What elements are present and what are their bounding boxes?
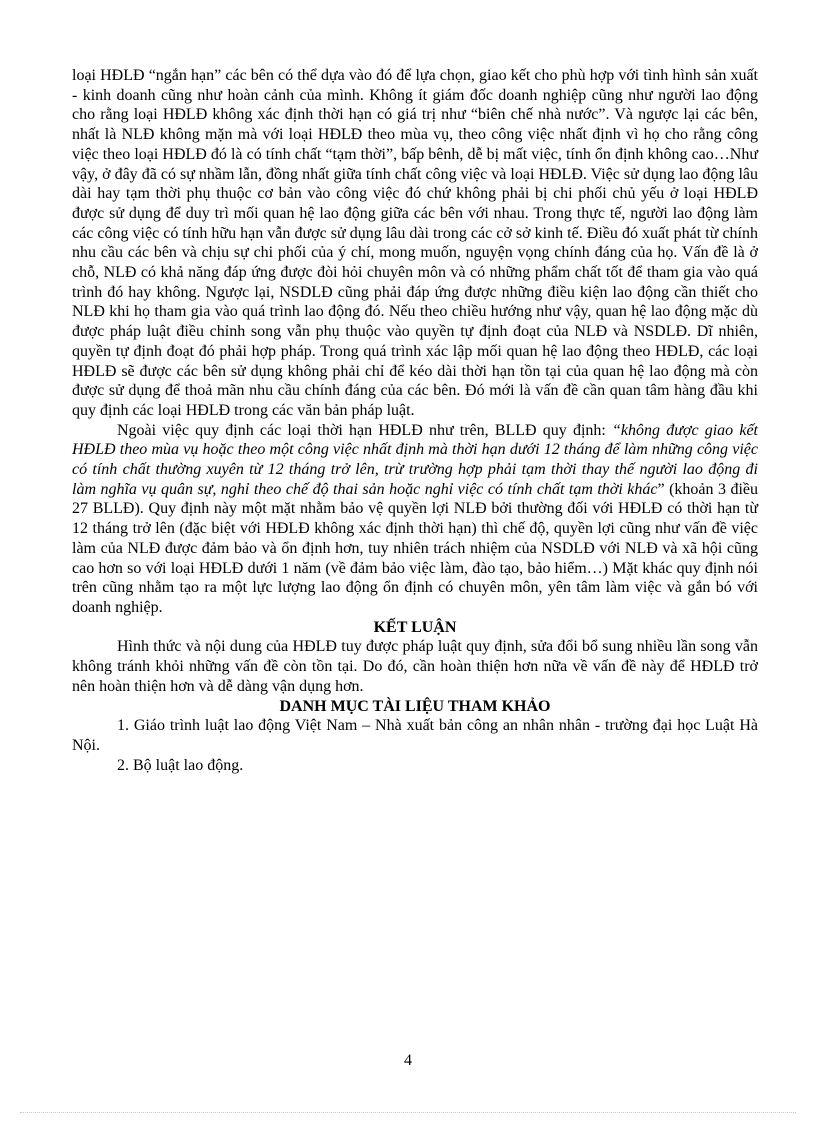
document-page: [72, 66, 758, 775]
paragraph-tail: ” (khoản 3 điều 27 BLLĐ). Quy định này một mặt nhằm bảo vệ quyền lợi NLĐ bởi thường đối với HĐLĐ có thời hạn từ 12 tháng trở lên (đặc biệt với HĐLĐ không xác định thời hạn) thì chế độ, quyền lợi cũng như vấn đề việc làm của NLĐ được đảm bảo và ổn định hơn, tuy nhiên trách nhiệm của NSDLĐ với NLĐ và xã hội cũng cao hơn so với loại HĐLĐ dưới 1 năm (về đảm bảo việc làm, đào tạo, bảo hiểm…) Mặt khác quy định nói trên cũng nhằm tạo ra một lực lượng lao động ổn định có chuyên môn, yên tâm làm việc và gắn bó với doanh nghiệp.: [72, 480, 759, 616]
paragraph-lead: Ngoài việc quy định các loại thời hạn HĐLĐ như trên, BLLĐ quy định:: [117, 421, 613, 439]
reference-item: 1. Giáo trình luật lao động Việt Nam – Nhà xuất bản công an nhân nhân - trường đại học Luật Hà Nội.: [72, 717, 758, 754]
conclusion-heading: KẾT LUẬN: [373, 618, 457, 636]
body-paragraph-quote: [72, 421, 758, 618]
references-heading: DANH MỤC TÀI LIỆU THAM KHẢO: [279, 697, 551, 715]
reference-item: 2. Bộ luật lao động.: [117, 756, 244, 774]
law-quote: “không được giao kết HĐLĐ theo mùa vụ hoặc theo một công việc nhất định mà thời hạn dưới 12 tháng để làm những công việc có tính chất thường xuyên từ 12 tháng trở lên, trừ trường hợp phải tạm thời thay thế người lao động đi làm nghĩa vụ quân sự, nghỉ theo chế độ thai sản hoặc nghỉ việc có tính chất tạm thời khác: [72, 421, 758, 498]
body-paragraph: loại HĐLĐ “ngắn hạn” các bên có thể dựa vào đó để lựa chọn, giao kết cho phù hợp với tình hình sản xuất - kinh doanh cũng như hoàn cảnh của mình. Không ít giám đốc doanh nghiệp cũng như người lao động cho rằng loại HĐLĐ không xác định thời hạn có giá trị như “biên chế nhà nước”. Và ngược lại các bên, nhất là NLĐ không mặn mà với loại HĐLĐ theo mùa vụ, theo công việc nhất định vì họ cho rằng công việc theo loại HĐLĐ đó là có tính chất “tạm thời”, bấp bênh, dễ bị mất việc, tính ổn định không cao…Như vậy, ở đây đã có sự nhầm lẫn, đồng nhất giữa tính chất công việc và loại HĐLĐ. Việc sử dụng lao động lâu dài hay tạm thời phụ thuộc cơ bản vào công việc đó chứ không phải bị chi phối chủ yếu ở loại HĐLĐ được sử dụng để duy trì mối quan hệ lao động giữa các bên với nhau. Trong thực tế, người lao động làm các công việc có tính hữu hạn vẫn được sử dụng lâu dài trong các cở sở kinh tế. Điều đó xuất phát từ chính nhu cầu các bên và chịu sự chi phối của ý chí, mong muốn, nguyện vọng chính đáng của họ. Vấn đề là ở chỗ, NLĐ có khả năng đáp ứng được đòi hỏi chuyên môn và có những phẩm chất tốt để tham gia vào quá trình đó hay không. Ngược lại, NSDLĐ cũng phải đáp ứng được những điều kiện lao động cần thiết cho NLĐ khi họ tham gia vào quá trình lao động đó. Nếu theo chiều hướng như vậy, quan hệ lao động mặc dù được pháp luật điều chỉnh song vẫn phụ thuộc vào quyền tự định đoạt của NLĐ và NSDLĐ. Dĩ nhiên, quyền tự định đoạt đó phải hợp pháp. Trong quá trình xác lập mối quan hệ lao động theo HĐLĐ, các loại HĐLĐ sẽ được các bên sử dụng không phải chỉ để kéo dài thời hạn tồn tại của quan hệ lao động mà còn được sử dụng để thoả mãn nhu cầu chính đáng của các bên. Đó mới là vấn đề cần quan tâm hàng đầu khi quy định các loại HĐLĐ trong các văn bản pháp luật.: [72, 67, 758, 419]
page-number: 4: [404, 1052, 412, 1069]
conclusion-text: Hình thức và nội dung của HĐLĐ tuy được pháp luật quy định, sửa đổi bổ sung nhiều lần song vẫn không tránh khỏi những vấn đề còn tồn tại. Do đó, cần hoàn thiện hơn nữa về vấn đề này để HĐLĐ trở nên hoàn thiện hơn và dễ dàng vận dụng hơn.: [72, 638, 758, 695]
page-bottom-divider: [20, 1112, 796, 1113]
